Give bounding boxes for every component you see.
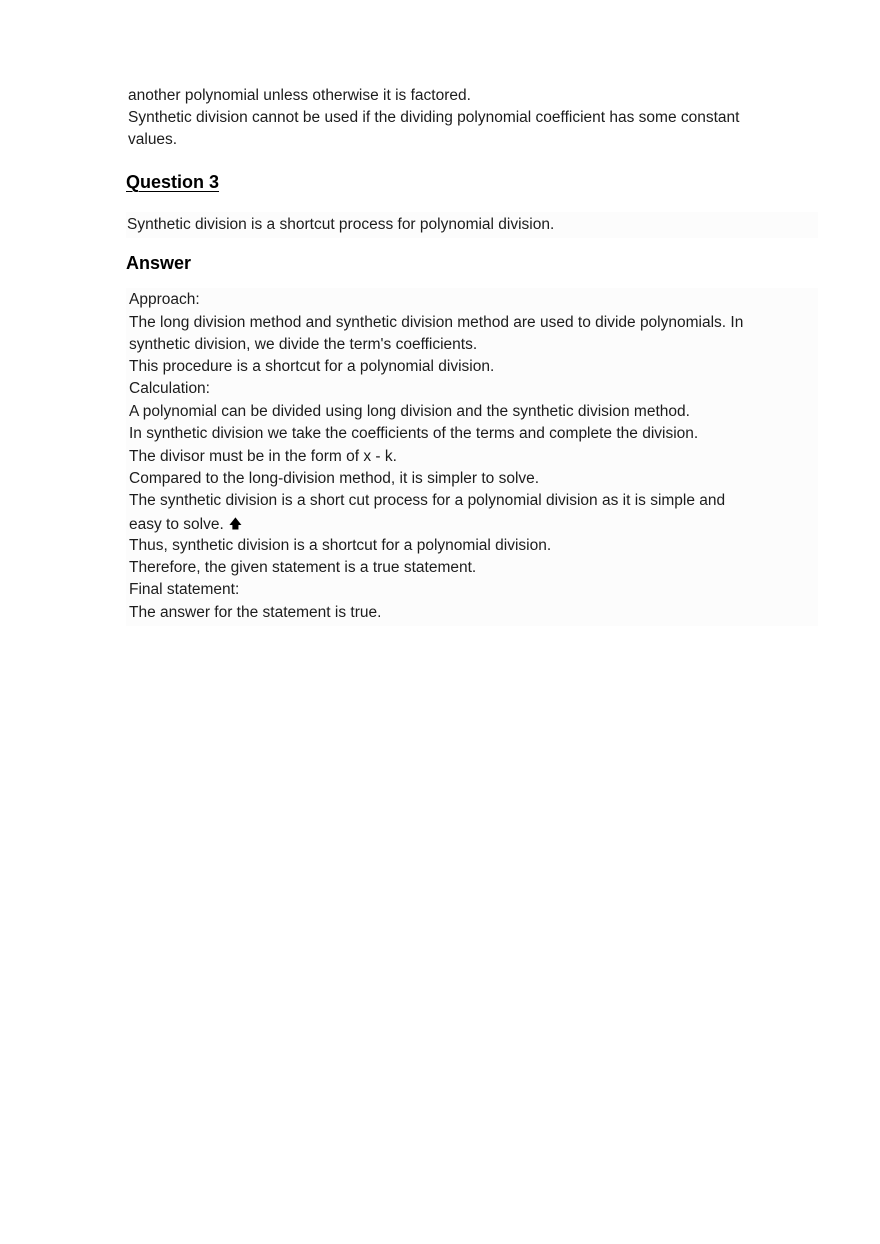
answer-line: Approach: [129, 291, 200, 308]
answer-line: Compared to the long-division method, it is simpler to solve. [129, 470, 540, 487]
answer-line: A polynomial can be divided using long division and the synthetic division method. [129, 403, 690, 420]
up-arrow-icon: 🡅 [228, 516, 243, 531]
intro-line-2: Synthetic division cannot be used if the dividing polynomial coefficient has some constant [128, 109, 740, 126]
intro-line-1: another polynomial unless otherwise it is factored. [128, 87, 471, 104]
answer-line: synthetic division, we divide the term's coefficients. [129, 336, 478, 353]
answer-line: In synthetic division we take the coefficients of the terms and complete the division. [129, 425, 699, 442]
answer-line: Thus, synthetic division is a shortcut for a polynomial division. [129, 537, 552, 554]
answer-line: Therefore, the given statement is a true statement. [129, 559, 477, 576]
question-text: Synthetic division is a shortcut process for polynomial division. [127, 216, 555, 233]
answer-line: Calculation: [129, 380, 210, 397]
answer-block [126, 288, 818, 626]
answer-line: The long division method and synthetic division method are used to divide polynomials. In [129, 314, 744, 331]
answer-line: The synthetic division is a short cut process for a polynomial division as it is simple and [129, 492, 726, 509]
question-heading: Question 3 [126, 172, 220, 192]
answer-line: The divisor must be in the form of x - k. [129, 448, 397, 465]
answer-line: This procedure is a shortcut for a polynomial division. [129, 358, 495, 375]
answer-line: easy to solve. [129, 516, 224, 533]
answer-line-with-arrow [129, 513, 242, 536]
answer-line: Final statement: [129, 581, 240, 598]
intro-line-3: values. [128, 131, 178, 148]
question-block [126, 212, 818, 238]
answer-heading: Answer [126, 253, 192, 273]
answer-line: The answer for the statement is true. [129, 604, 382, 621]
